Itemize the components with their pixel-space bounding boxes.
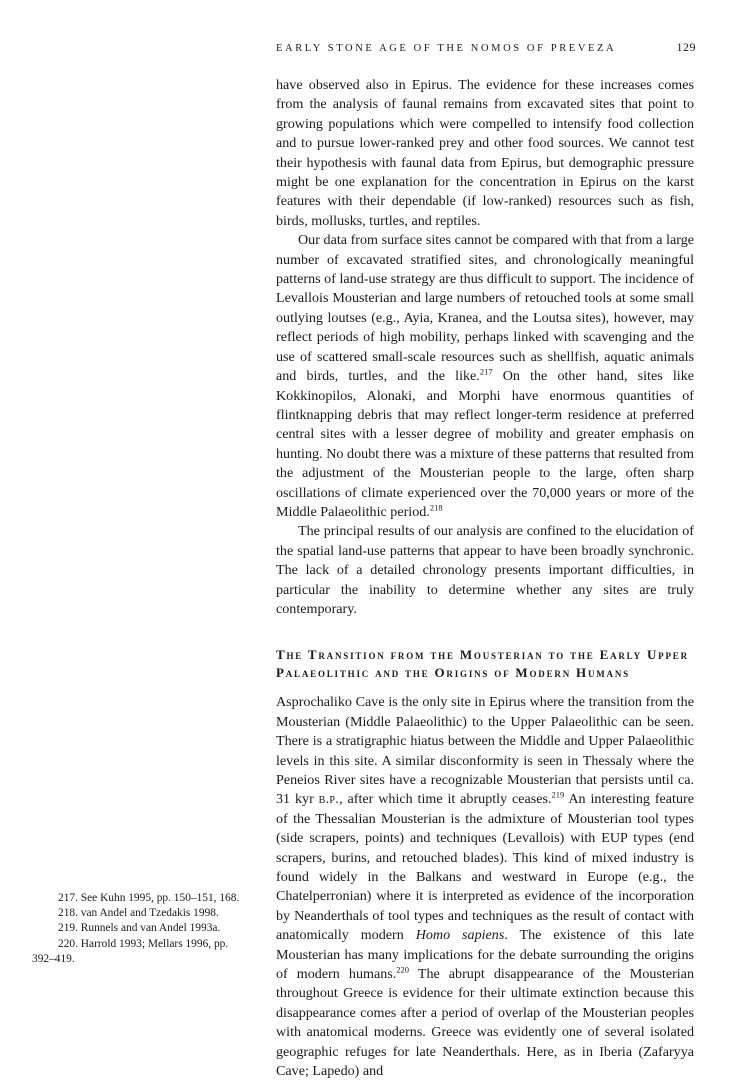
paragraph-1-text: have observed also in Epirus. The evidence for these increases comes from the analysis of faunal remains from excavated sites that point to growing populations which were compelled to intensify food collection and to pursue lower-ranked prey and other food sources. We cannot test their hypothesis with faunal data from Epirus, but demographic pressure might be one explanation for the concentration in Epirus on the karst features with their dependable (if low-ranked) resources such as fish, birds, mollusks, turtles, and reptiles. — [276, 77, 694, 229]
paragraph-2-text-a: Our data from surface sites cannot be compared with that from a large number of excavated stratified sites, and chronologically meaningful patterns of land-use strategy are thus difficult to support. The incidence of Levallois Mousterian and large numbers of retouched tools at some small outlying loutses (e.g., Ayia, Kranea, and the Loutsa sites), however, may reflect periods of high mobility, perhaps linked with scavenging and the use of scattered small-scale resources such as shellfish, aquatic animals and birds, turtles, and the like. — [276, 232, 694, 385]
footnote-219: 219. Runnels and van Andel 1993a. — [58, 922, 221, 935]
bp-abbreviation: b.p. — [318, 791, 340, 808]
main-text-column — [276, 76, 694, 1082]
footnote-220: 220. Harrold 1993; Mellars 1996, pp. 392–419. — [32, 937, 229, 965]
homo-sapiens-term: Homo sapiens — [415, 927, 505, 944]
paragraph-2 — [276, 231, 694, 522]
paragraph-4-text-d: . The existence of this late Mousterian has many implications for the debate surrounding the origins of modern humans. — [276, 927, 694, 983]
footnote-ref-220[interactable]: 220 — [396, 964, 410, 975]
paragraph-1 — [276, 76, 694, 231]
footnote-ref-217[interactable]: 217 — [479, 366, 493, 377]
paragraph-3 — [276, 522, 694, 619]
paragraph-2-text-b: On the other hand, sites like Kokkinopilos, Alonaki, and Morphi have enormous quantities of flintknapping debris that may reflect longer-term residence at preferred central sites with a lesser degree of mobility and greater emphasis on hunting. No doubt there was a mixture of these patterns that resulted from the adjustment of the Mousterian people to the large, often sharp oscillations of climate experienced over the 70,000 years or more of the Middle Palaeolithic period. — [276, 368, 694, 520]
paragraph-4-text-c: An interesting feature of the Thessalian Mousterian is the admixture of Mousterian tool types (side scrapers, points) and techniques (Levallois) with EUP types (end scrapers, burins, and retouched blades). This kind of mixed industry is found widely in the Balkans and westward in Europe (e.g., the Chatelperronian) where it is interpreted as evidence of the incorporation by Neanderthals of tool types and techniques as the result of contact with anatomically modern — [276, 791, 694, 944]
footnote-ref-218[interactable]: 218 — [429, 502, 443, 513]
section-heading: The Transition from the Mousterian to the Early Upper Palaeolithic and the Origins of Modern Humans — [276, 647, 689, 680]
footnote-217: 217. See Kuhn 1995, pp. 150–151, 168. — [58, 892, 240, 904]
page-number: 129 — [676, 40, 696, 54]
paragraph-4-text-a: Asprochaliko Cave is the only site in Epirus where the transition from the Mousterian (Middle Palaeolithic) to the Upper Palaeolithic can be seen. There is a stratigraphic hiatus between the Middle and Upper Palaeolithic levels in this site. A similar disconformity is seen in Thessaly where the Peneios River sites have a recognizable Mousterian that persists until ca. 31 kyr — [276, 694, 694, 808]
paragraph-4-text-e: The abrupt disappearance of the Mousterian throughout Greece is evidence for their ultimate extinction because this disappearance comes after a period of overlap of the Mousterian peoples with anatomical moderns. Greece was evidently one of several isolated geographic refuges for late Neanderthals. Here, as in Iberia (Zafaryya Cave; Lapedo) and — [276, 966, 694, 1080]
paragraph-4 — [276, 693, 694, 1081]
footnotes — [32, 891, 252, 967]
footnote-ref-219[interactable]: 219 — [551, 789, 565, 800]
running-title: EARLY STONE AGE OF THE NOMOS OF PREVEZA — [276, 43, 617, 54]
running-head — [276, 40, 696, 55]
footnote-218: 218. van Andel and Tzedakis 1998. — [58, 907, 219, 920]
paragraph-3-text: The principal results of our analysis are confined to the elucidation of the spatial land-use patterns that appear to have been broadly synchronic. The lack of a detailed chronology presents important difficulties, in particular the inability to determine whether any sites are truly contemporary. — [276, 523, 694, 617]
paragraph-4-text-b: , after which time it abruptly ceases. — [339, 791, 552, 808]
